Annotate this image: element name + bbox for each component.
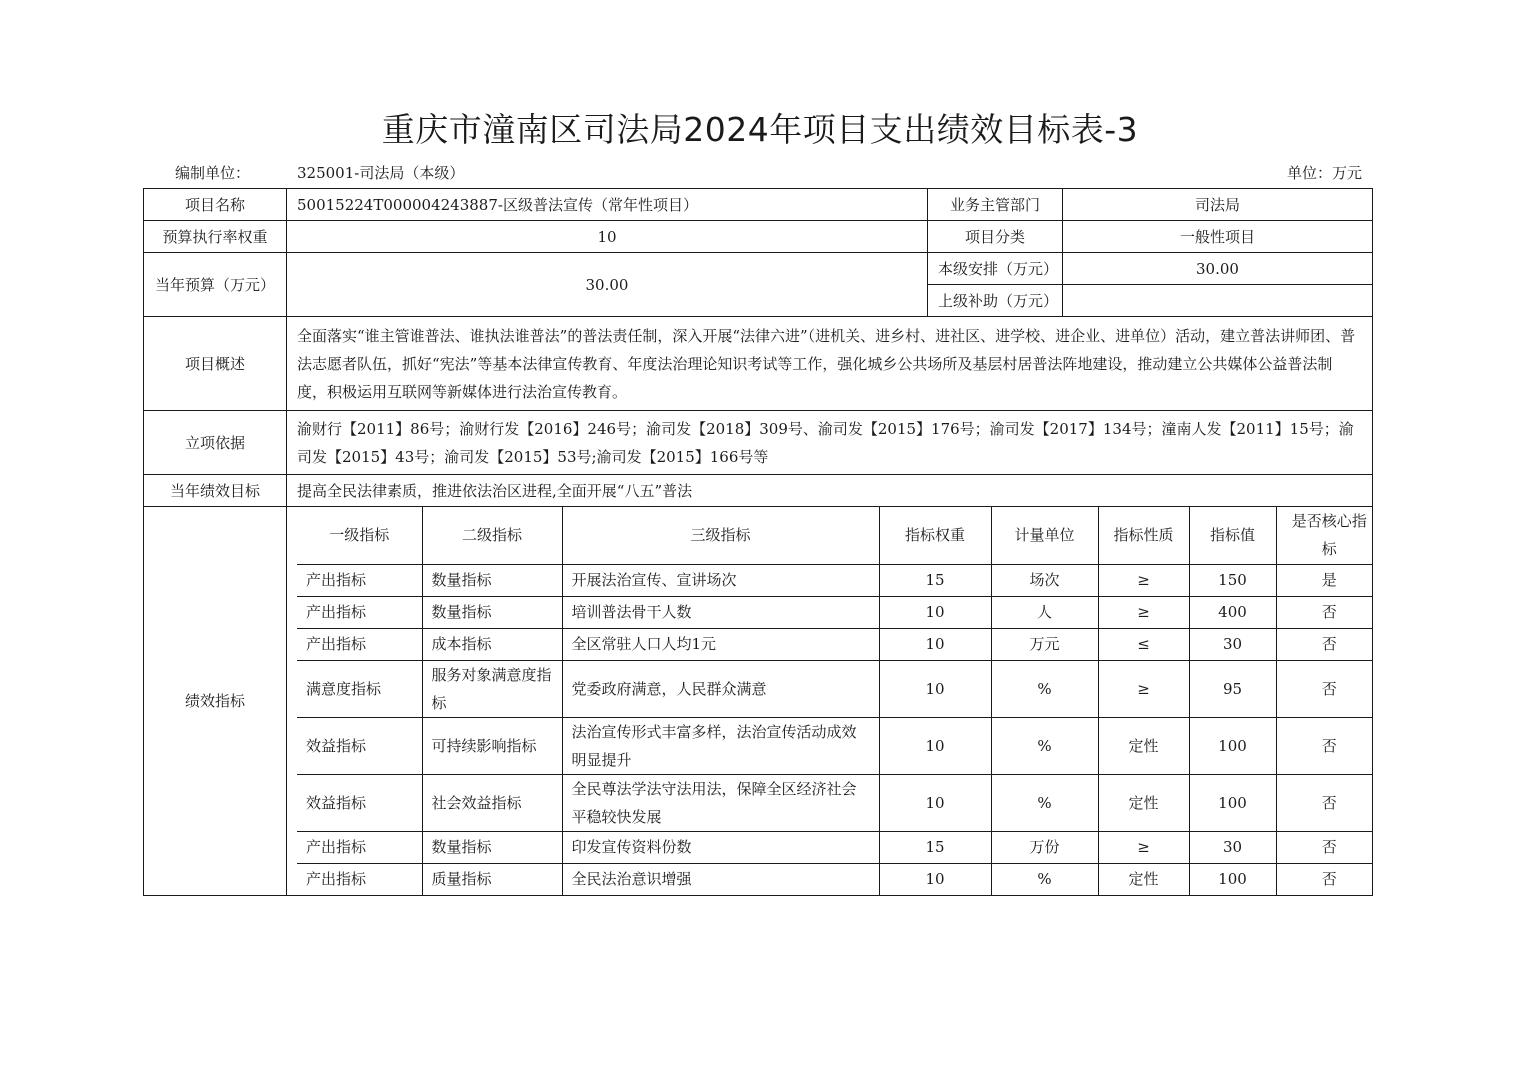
indicator-row <box>297 717 1373 774</box>
indicator-weight: 10 <box>879 863 991 895</box>
indicator-nature: 定性 <box>1098 863 1189 895</box>
indicator-nature: 定性 <box>1098 774 1189 831</box>
indicator-level2: 数量指标 <box>422 831 562 863</box>
indicator-nature: 定性 <box>1098 717 1189 774</box>
indicator-level2: 数量指标 <box>422 564 562 596</box>
overview-value: 全面落实“谁主管谁普法、谁执法谁普法”的普法责任制，深入开展“法律六进”（进机关、进乡村、进社区、进学校、进企业、进单位）活动，建立普法讲师团、普法志愿者队伍，抓好“宪法”等基本法律宣传教育、年度法治理论知识考试等工作，强化城乡公共场所及基层村居普法阵地建设，推动建立公共媒体公益普法制度，积极运用互联网等新媒体进行法治宣传教育。 <box>287 317 1373 411</box>
indicator-level1: 产出指标 <box>297 863 422 895</box>
header-weight: 指标权重 <box>879 507 991 564</box>
indicators-header-row <box>297 507 1373 564</box>
category-label: 项目分类 <box>928 221 1063 253</box>
indicator-level2: 成本指标 <box>422 628 562 660</box>
indicator-value: 100 <box>1189 717 1276 774</box>
row-indicators <box>144 507 1373 896</box>
goal-value: 提高全民法律素质，推进依法治区进程,全面开展“八五”普法 <box>287 475 1373 507</box>
compiler-label: 编制单位： <box>175 164 251 182</box>
indicator-weight: 10 <box>879 717 991 774</box>
indicator-value: 100 <box>1189 863 1276 895</box>
header-level3: 三级指标 <box>562 507 879 564</box>
indicator-unit: 万元 <box>991 628 1098 660</box>
indicator-unit: 场次 <box>991 564 1098 596</box>
indicator-nature: ≥ <box>1098 596 1189 628</box>
indicator-level1: 产出指标 <box>297 831 422 863</box>
header-level2: 二级指标 <box>422 507 562 564</box>
indicator-weight: 10 <box>879 628 991 660</box>
indicator-core: 否 <box>1276 717 1373 774</box>
superior-label: 上级补助（万元） <box>928 285 1063 317</box>
project-name-value: 50015224T000004243887-区级普法宣传（常年性项目） <box>287 189 928 221</box>
indicator-row <box>297 564 1373 596</box>
indicators-label: 绩效指标 <box>144 507 287 896</box>
indicator-weight: 10 <box>879 660 991 717</box>
basis-label: 立项依据 <box>144 411 287 475</box>
indicator-core: 否 <box>1276 831 1373 863</box>
local-label: 本级安排（万元） <box>928 253 1063 285</box>
budget-label: 当年预算（万元） <box>144 253 287 317</box>
page-title: 重庆市潼南区司法局2024年项目支出绩效目标表-3 <box>381 110 1139 149</box>
indicator-weight: 15 <box>879 831 991 863</box>
weight-label: 预算执行率权重 <box>144 221 287 253</box>
indicator-level1: 产出指标 <box>297 596 422 628</box>
indicator-nature: ≥ <box>1098 660 1189 717</box>
indicator-core: 否 <box>1276 774 1373 831</box>
indicator-level3: 培训普法骨干人数 <box>562 596 879 628</box>
row-project-name <box>144 189 1373 221</box>
indicator-row <box>297 596 1373 628</box>
indicator-level3: 全民尊法学法守法用法，保障全区经济社会平稳较快发展 <box>562 774 879 831</box>
header-nature: 指标性质 <box>1098 507 1189 564</box>
indicator-value: 30 <box>1189 831 1276 863</box>
indicator-level1: 满意度指标 <box>297 660 422 717</box>
indicator-nature: ≥ <box>1098 564 1189 596</box>
performance-table <box>143 188 1373 896</box>
category-value: 一般性项目 <box>1063 221 1373 253</box>
header-unit: 计量单位 <box>991 507 1098 564</box>
indicator-core: 否 <box>1276 863 1373 895</box>
indicators-container <box>287 507 1373 896</box>
indicator-level1: 效益指标 <box>297 717 422 774</box>
indicator-unit: 万份 <box>991 831 1098 863</box>
indicator-level3: 全区常驻人口人均1元 <box>562 628 879 660</box>
unit-label: 单位：万元 <box>1286 164 1362 182</box>
indicator-core: 是 <box>1276 564 1373 596</box>
row-overview <box>144 317 1373 411</box>
indicator-level1: 产出指标 <box>297 564 422 596</box>
indicator-level3: 印发宣传资料份数 <box>562 831 879 863</box>
indicator-level2: 可持续影响指标 <box>422 717 562 774</box>
header-level1: 一级指标 <box>297 507 422 564</box>
row-weight <box>144 221 1373 253</box>
dept-label: 业务主管部门 <box>928 189 1063 221</box>
weight-value: 10 <box>287 221 928 253</box>
indicator-row <box>297 660 1373 717</box>
indicator-unit: % <box>991 660 1098 717</box>
local-value: 30.00 <box>1063 253 1373 285</box>
indicator-unit: % <box>991 863 1098 895</box>
compiler-value: 325001-司法局（本级） <box>297 164 465 182</box>
indicator-level2: 质量指标 <box>422 863 562 895</box>
row-goal <box>144 475 1373 507</box>
indicator-level3: 全民法治意识增强 <box>562 863 879 895</box>
indicator-level3: 法治宣传形式丰富多样，法治宣传活动成效明显提升 <box>562 717 879 774</box>
indicator-value: 30 <box>1189 628 1276 660</box>
indicators-table <box>297 507 1373 895</box>
indicator-weight: 10 <box>879 774 991 831</box>
indicator-unit: % <box>991 717 1098 774</box>
row-budget <box>144 253 1373 285</box>
indicator-row <box>297 831 1373 863</box>
indicator-level1: 效益指标 <box>297 774 422 831</box>
indicator-value: 150 <box>1189 564 1276 596</box>
dept-value: 司法局 <box>1063 189 1373 221</box>
indicator-level3: 开展法治宣传、宣讲场次 <box>562 564 879 596</box>
indicator-level2: 数量指标 <box>422 596 562 628</box>
indicator-level2: 社会效益指标 <box>422 774 562 831</box>
indicator-core: 否 <box>1276 660 1373 717</box>
indicator-unit: % <box>991 774 1098 831</box>
budget-value: 30.00 <box>287 253 928 317</box>
indicator-unit: 人 <box>991 596 1098 628</box>
header-core: 是否核心指标 <box>1276 507 1373 564</box>
indicator-value: 400 <box>1189 596 1276 628</box>
indicator-nature: ≥ <box>1098 831 1189 863</box>
header-value: 指标值 <box>1189 507 1276 564</box>
indicator-weight: 15 <box>879 564 991 596</box>
indicator-level2: 服务对象满意度指标 <box>422 660 562 717</box>
indicator-core: 否 <box>1276 628 1373 660</box>
indicator-core: 否 <box>1276 596 1373 628</box>
indicator-nature: ≤ <box>1098 628 1189 660</box>
indicator-row <box>297 863 1373 895</box>
row-basis <box>144 411 1373 475</box>
indicator-value: 95 <box>1189 660 1276 717</box>
project-name-label: 项目名称 <box>144 189 287 221</box>
indicator-row <box>297 774 1373 831</box>
indicator-level3: 党委政府满意，人民群众满意 <box>562 660 879 717</box>
indicator-weight: 10 <box>879 596 991 628</box>
basis-value: 渝财行【2011】86号；渝财行发【2016】246号；渝司发【2018】309号、渝司发【2015】176号；渝司发【2017】134号；潼南人发【2011】15号；渝司发【2015】43号；渝司发【2015】53号;渝司发【2015】166号等 <box>287 411 1373 475</box>
overview-label: 项目概述 <box>144 317 287 411</box>
indicator-value: 100 <box>1189 774 1276 831</box>
indicator-level1: 产出指标 <box>297 628 422 660</box>
superior-value <box>1063 285 1373 317</box>
indicator-row <box>297 628 1373 660</box>
goal-label: 当年绩效目标 <box>144 475 287 507</box>
